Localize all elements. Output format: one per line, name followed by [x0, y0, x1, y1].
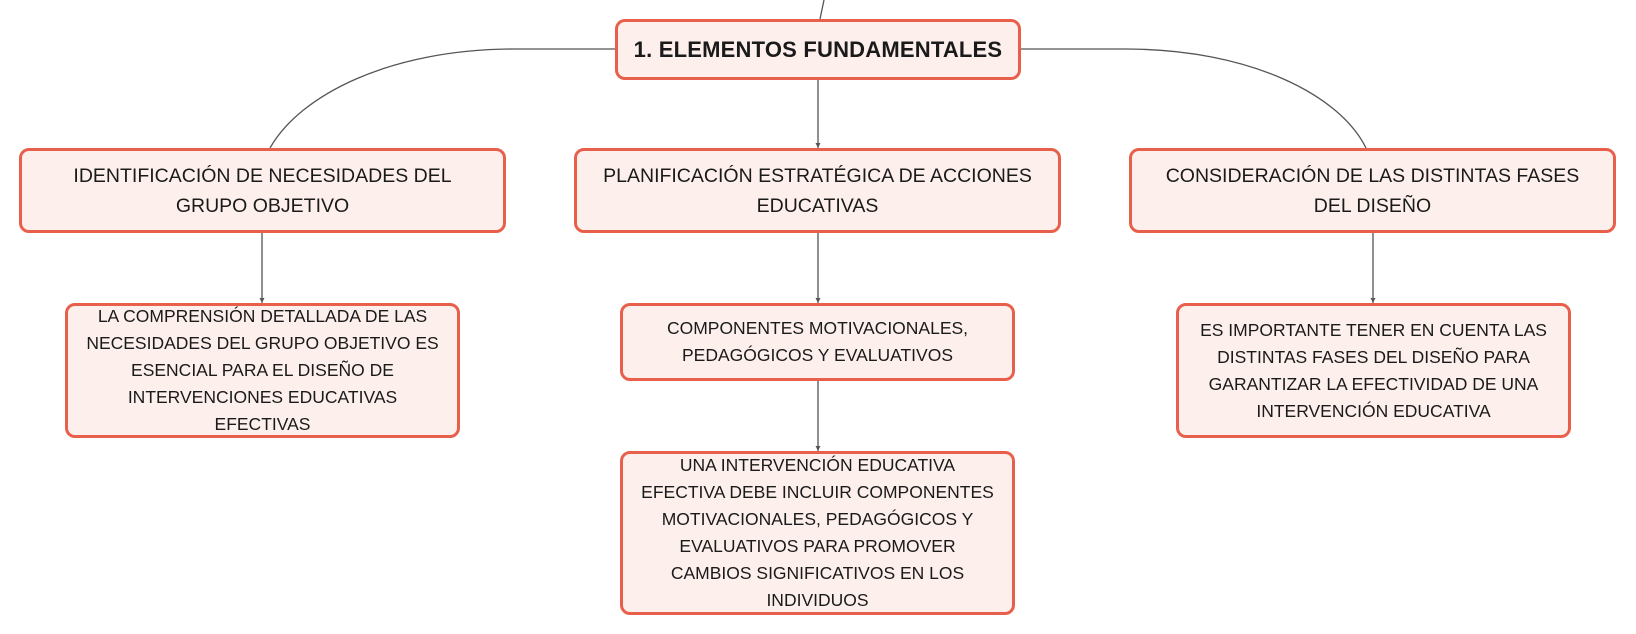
child-node-phases-detail[interactable] [1176, 303, 1571, 438]
branch-node-phases[interactable] [1129, 148, 1616, 233]
branch-node-label: IDENTIFICACIÓN DE NECESIDADES DEL GRUPO OBJETIVO [73, 164, 452, 217]
child-node-components[interactable] [620, 303, 1015, 381]
connector-root-to-branch-3 [1020, 49, 1366, 148]
branch-node-planning[interactable] [574, 148, 1061, 233]
root-node[interactable] [615, 19, 1021, 80]
connector-incoming [820, 0, 824, 19]
connector-root-to-branch-1 [270, 49, 616, 148]
branch-node-label: CONSIDERACIÓN DE LAS DISTINTAS FASES DEL DISEÑO [1165, 164, 1580, 217]
child-node-label: COMPONENTES MOTIVACIONALES, PEDAGÓGICOS Y EVALUATIVOS [666, 318, 969, 365]
child-node-label: ES IMPORTANTE TENER EN CUENTA LAS DISTINTAS FASES DEL DISEÑO PARA GARANTIZAR LA EFECTIVIDAD DE UNA INTERVENCIÓN EDUCATIVA [1200, 319, 1547, 421]
child-node-label: UNA INTERVENCIÓN EDUCATIVA EFECTIVA DEBE INCLUIR COMPONENTES MOTIVACIONALES, PEDAGÓGICOS Y EVALUATIVOS PARA PROMOVER CAMBIOS SIGNIFICATIVOS EN LOS INDIVIDUOS [641, 455, 994, 610]
branch-node-label: PLANIFICACIÓN ESTRATÉGICA DE ACCIONES EDUCATIVAS [603, 164, 1032, 217]
child-node-needs-detail[interactable] [65, 303, 460, 438]
root-node-label: 1. ELEMENTOS FUNDAMENTALES [633, 36, 1003, 62]
branch-node-needs[interactable] [19, 148, 506, 233]
child-node-label: LA COMPRENSIÓN DETALLADA DE LAS NECESIDADES DEL GRUPO OBJETIVO ES ESENCIAL PARA EL DISEÑO DE INTERVENCIONES EDUCATIVAS EFECTIVAS [86, 306, 439, 434]
child-node-effective-intervention[interactable] [620, 451, 1015, 615]
